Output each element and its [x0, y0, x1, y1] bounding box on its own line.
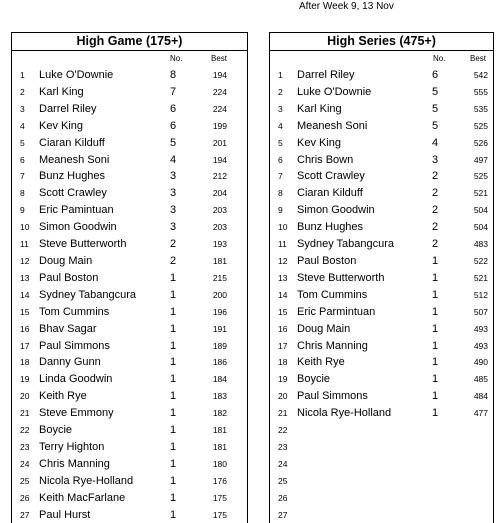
- best-score: 521: [473, 188, 488, 199]
- table-row: [270, 405, 493, 422]
- player-name: Nicola Rye-Holland: [297, 407, 392, 420]
- player-name: Bunz Hughes: [39, 170, 106, 183]
- best-score: 507: [473, 306, 488, 317]
- best-score: 203: [212, 205, 227, 216]
- player-name: Scott Crawley: [39, 187, 107, 200]
- high-series-column-headers: [270, 51, 493, 67]
- player-name: Paul Simmons: [39, 339, 110, 352]
- table-row: [12, 101, 247, 118]
- row-rank: 3: [278, 103, 283, 114]
- table-row: [12, 135, 247, 152]
- row-rank: 11: [20, 239, 29, 250]
- high-game-rows: [12, 67, 247, 523]
- player-name: Sydney Tabangcura: [39, 288, 137, 301]
- row-rank: 9: [20, 205, 25, 216]
- table-row: [270, 490, 493, 507]
- row-rank: 11: [278, 239, 287, 250]
- table-row: [270, 253, 493, 270]
- count-value: 6: [431, 69, 439, 81]
- table-row: [270, 135, 493, 152]
- table-row: [12, 168, 247, 185]
- count-value: 1: [431, 356, 439, 369]
- player-name: Paul Boston: [297, 254, 357, 267]
- col-no-header: No.: [170, 54, 183, 63]
- count-value: 2: [431, 221, 439, 234]
- best-score: 525: [473, 120, 488, 131]
- table-row: [270, 101, 493, 118]
- count-value: 2: [169, 254, 177, 267]
- best-score: 493: [473, 340, 488, 351]
- row-rank: 4: [278, 120, 283, 131]
- best-score: 181: [212, 441, 227, 452]
- player-name: Meanesh Soni: [297, 119, 368, 132]
- count-value: 1: [169, 508, 177, 521]
- player-name: Terry Highton: [39, 440, 105, 453]
- row-rank: 27: [20, 509, 30, 520]
- count-value: 1: [169, 440, 177, 453]
- best-score: 215: [212, 272, 227, 283]
- table-row: [12, 152, 247, 169]
- count-value: 6: [169, 102, 177, 115]
- count-value: 1: [431, 373, 439, 386]
- table-row: [12, 84, 247, 101]
- count-value: 2: [431, 204, 439, 217]
- player-name: Tom Cummins: [297, 288, 368, 301]
- best-score: 182: [212, 408, 227, 419]
- best-score: 199: [212, 120, 227, 131]
- player-name: Boycie: [39, 424, 73, 437]
- table-row: [270, 152, 493, 169]
- table-row: [12, 490, 247, 507]
- player-name: Sydney Tabangcura: [297, 238, 395, 251]
- table-row: [270, 338, 493, 355]
- row-rank: 17: [278, 340, 288, 351]
- row-rank: 13: [20, 272, 30, 283]
- best-score: 483: [473, 239, 488, 250]
- count-value: 2: [431, 238, 439, 251]
- count-value: 1: [169, 390, 177, 403]
- best-score: 490: [473, 357, 488, 368]
- best-score: 196: [212, 306, 227, 317]
- player-name: Doug Main: [39, 254, 93, 267]
- row-rank: 6: [20, 154, 25, 165]
- row-rank: 4: [20, 120, 25, 131]
- row-rank: 2: [20, 86, 25, 97]
- high-series-table: [269, 32, 494, 523]
- best-score: 535: [473, 103, 488, 114]
- count-value: 1: [431, 322, 439, 335]
- player-name: Bunz Hughes: [297, 221, 364, 234]
- row-rank: 13: [278, 272, 288, 283]
- best-score: 212: [212, 171, 227, 182]
- row-rank: 23: [278, 441, 288, 452]
- best-score: 504: [473, 205, 488, 216]
- best-score: 186: [212, 357, 227, 368]
- table-row: [270, 84, 493, 101]
- count-value: 1: [431, 305, 439, 318]
- row-rank: 25: [20, 475, 30, 486]
- row-rank: 16: [278, 323, 288, 334]
- player-name: Keith Rye: [297, 356, 345, 369]
- player-name: Paul Hurst: [39, 508, 91, 521]
- count-value: 1: [169, 271, 177, 284]
- row-rank: 22: [20, 425, 30, 436]
- table-row: [270, 456, 493, 473]
- count-value: 1: [431, 390, 439, 403]
- best-score: 175: [212, 509, 227, 520]
- player-name: Eric Pamintuan: [39, 204, 114, 217]
- player-name: Nicola Rye-Holland: [39, 474, 134, 487]
- player-name: Keith Rye: [39, 390, 87, 403]
- count-value: 1: [169, 322, 177, 335]
- table-row: [270, 185, 493, 202]
- count-value: 1: [431, 288, 439, 301]
- table-row: [270, 354, 493, 371]
- best-score: 504: [473, 222, 488, 233]
- best-score: 181: [212, 255, 227, 266]
- table-row: [12, 456, 247, 473]
- best-score: 484: [473, 391, 488, 402]
- count-value: 2: [431, 170, 439, 183]
- table-row: [12, 253, 247, 270]
- best-score: 176: [212, 475, 227, 486]
- row-rank: 24: [278, 458, 288, 469]
- count-value: 1: [169, 407, 177, 420]
- row-rank: 14: [20, 289, 30, 300]
- row-rank: 3: [20, 103, 25, 114]
- col-no-header: No.: [433, 54, 446, 63]
- table-row: [270, 371, 493, 388]
- count-value: 1: [169, 373, 177, 386]
- count-value: 3: [169, 221, 177, 234]
- row-rank: 6: [278, 154, 283, 165]
- count-value: 5: [169, 136, 177, 149]
- row-rank: 24: [20, 458, 30, 469]
- best-score: 184: [212, 374, 227, 385]
- player-name: Steve Butterworth: [39, 238, 127, 251]
- table-row: [270, 388, 493, 405]
- high-game-column-headers: [12, 51, 247, 67]
- table-row: [12, 219, 247, 236]
- row-rank: 16: [20, 323, 30, 334]
- table-row: [12, 439, 247, 456]
- count-value: 5: [431, 119, 439, 132]
- count-value: 3: [431, 153, 439, 166]
- row-rank: 21: [278, 408, 288, 419]
- table-row: [12, 338, 247, 355]
- week-note: After Week 9, 13 Nov: [299, 1, 394, 12]
- count-value: 1: [169, 288, 177, 301]
- table-row: [270, 118, 493, 135]
- row-rank: 14: [278, 289, 288, 300]
- best-score: 497: [473, 154, 488, 165]
- best-score: 194: [212, 154, 227, 165]
- player-name: Chris Bown: [297, 153, 354, 166]
- player-name: Boycie: [297, 373, 331, 386]
- row-rank: 1: [278, 70, 283, 80]
- row-rank: 27: [278, 509, 288, 520]
- player-name: Simon Goodwin: [39, 221, 117, 234]
- row-rank: 17: [20, 340, 30, 351]
- table-row: [12, 405, 247, 422]
- player-name: Tom Cummins: [39, 305, 110, 318]
- high-game-title: High Game (175+): [12, 33, 247, 51]
- table-row: [12, 388, 247, 405]
- row-rank: 8: [278, 188, 283, 199]
- best-score: 542: [473, 70, 488, 80]
- row-rank: 7: [20, 171, 25, 182]
- count-value: 5: [431, 85, 439, 98]
- player-name: Steve Butterworth: [297, 271, 385, 284]
- table-row: [12, 371, 247, 388]
- best-score: 189: [212, 340, 227, 351]
- row-rank: 1: [20, 70, 25, 80]
- count-value: 1: [169, 356, 177, 369]
- count-value: 3: [169, 187, 177, 200]
- table-row: [12, 304, 247, 321]
- player-name: Danny Gunn: [39, 356, 101, 369]
- player-name: Eric Parmintuan: [297, 305, 376, 318]
- high-game-table: [11, 32, 248, 523]
- table-row: [12, 67, 247, 84]
- count-value: 8: [169, 69, 177, 81]
- best-score: 183: [212, 391, 227, 402]
- best-score: 204: [212, 188, 227, 199]
- count-value: 1: [169, 339, 177, 352]
- table-row: [270, 219, 493, 236]
- high-series-rows: [270, 67, 493, 523]
- player-name: Luke O'Downie: [297, 85, 372, 98]
- row-rank: 26: [20, 492, 30, 503]
- table-row: [270, 473, 493, 490]
- row-rank: 20: [20, 391, 30, 402]
- player-name: Scott Crawley: [297, 170, 365, 183]
- row-rank: 5: [20, 137, 25, 148]
- row-rank: 7: [278, 171, 283, 182]
- player-name: Meanesh Soni: [39, 153, 110, 166]
- best-score: 521: [473, 272, 488, 283]
- best-score: 193: [212, 239, 227, 250]
- best-score: 525: [473, 171, 488, 182]
- player-name: Keith MacFarlane: [39, 491, 126, 504]
- table-row: [12, 185, 247, 202]
- table-row: [12, 118, 247, 135]
- player-name: Paul Boston: [39, 271, 99, 284]
- best-score: 477: [473, 408, 488, 419]
- best-score: 194: [212, 70, 227, 80]
- player-name: Karl King: [297, 102, 342, 115]
- count-value: 5: [431, 102, 439, 115]
- player-name: Kev King: [39, 119, 84, 132]
- count-value: 1: [169, 424, 177, 437]
- table-row: [270, 168, 493, 185]
- table-row: [270, 67, 493, 84]
- count-value: 1: [169, 457, 177, 470]
- best-score: 555: [473, 86, 488, 97]
- best-score: 224: [212, 86, 227, 97]
- player-name: Ciaran Kilduff: [39, 136, 105, 149]
- row-rank: 19: [20, 374, 30, 385]
- row-rank: 21: [20, 408, 30, 419]
- best-score: 180: [212, 458, 227, 469]
- row-rank: 8: [20, 188, 25, 199]
- best-score: 522: [473, 255, 488, 266]
- player-name: Linda Goodwin: [39, 373, 113, 386]
- table-row: [12, 287, 247, 304]
- row-rank: 25: [278, 475, 288, 486]
- row-rank: 5: [278, 137, 283, 148]
- count-value: 3: [169, 204, 177, 217]
- count-value: 1: [169, 491, 177, 504]
- row-rank: 12: [20, 255, 30, 266]
- row-rank: 20: [278, 391, 288, 402]
- table-row: [270, 202, 493, 219]
- row-rank: 15: [20, 306, 30, 317]
- row-rank: 10: [20, 222, 30, 233]
- player-name: Doug Main: [297, 322, 351, 335]
- table-row: [270, 422, 493, 439]
- table-row: [12, 236, 247, 253]
- best-score: 201: [212, 137, 227, 148]
- count-value: 1: [169, 474, 177, 487]
- count-value: 7: [169, 85, 177, 98]
- player-name: Luke O'Downie: [39, 69, 114, 81]
- count-value: 4: [169, 153, 177, 166]
- table-row: [270, 270, 493, 287]
- count-value: 1: [169, 305, 177, 318]
- player-name: Paul Simmons: [297, 390, 368, 403]
- player-name: Steve Emmony: [39, 407, 114, 420]
- count-value: 6: [169, 119, 177, 132]
- player-name: Karl King: [39, 85, 84, 98]
- table-row: [270, 304, 493, 321]
- row-rank: 23: [20, 441, 30, 452]
- table-row: [12, 321, 247, 338]
- best-score: 200: [212, 289, 227, 300]
- count-value: 2: [169, 238, 177, 251]
- table-row: [270, 287, 493, 304]
- best-score: 493: [473, 323, 488, 334]
- best-score: 191: [212, 323, 227, 334]
- count-value: 1: [431, 254, 439, 267]
- player-name: Chris Manning: [39, 457, 110, 470]
- count-value: 1: [431, 407, 439, 420]
- row-rank: 19: [278, 374, 288, 385]
- table-row: [270, 507, 493, 523]
- player-name: Darrel Riley: [39, 102, 97, 115]
- high-series-title: High Series (475+): [270, 33, 493, 51]
- count-value: 2: [431, 187, 439, 200]
- table-row: [12, 354, 247, 371]
- best-score: 512: [473, 289, 488, 300]
- row-rank: 10: [278, 222, 288, 233]
- table-row: [12, 422, 247, 439]
- count-value: 1: [431, 339, 439, 352]
- table-row: [270, 236, 493, 253]
- table-row: [12, 507, 247, 523]
- best-score: 203: [212, 222, 227, 233]
- best-score: 485: [473, 374, 488, 385]
- count-value: 3: [169, 170, 177, 183]
- count-value: 4: [431, 136, 439, 149]
- table-row: [270, 321, 493, 338]
- player-name: Darrel Riley: [297, 69, 355, 81]
- col-best-header: Best: [470, 54, 487, 63]
- best-score: 175: [212, 492, 227, 503]
- table-row: [12, 202, 247, 219]
- best-score: 181: [212, 425, 227, 436]
- player-name: Chris Manning: [297, 339, 368, 352]
- table-row: [270, 439, 493, 456]
- table-row: [12, 270, 247, 287]
- row-rank: 2: [278, 86, 283, 97]
- count-value: 1: [431, 271, 439, 284]
- player-name: Kev King: [297, 136, 342, 149]
- row-rank: 22: [278, 425, 288, 436]
- table-row: [12, 473, 247, 490]
- row-rank: 18: [20, 357, 30, 368]
- best-score: 224: [212, 103, 227, 114]
- player-name: Ciaran Kilduff: [297, 187, 363, 200]
- row-rank: 18: [278, 357, 288, 368]
- row-rank: 15: [278, 306, 288, 317]
- best-score: 526: [473, 137, 488, 148]
- row-rank: 26: [278, 492, 288, 503]
- row-rank: 12: [278, 255, 288, 266]
- col-best-header: Best: [211, 54, 228, 63]
- row-rank: 9: [278, 205, 283, 216]
- player-name: Bhav Sagar: [39, 322, 97, 335]
- player-name: Simon Goodwin: [297, 204, 375, 217]
